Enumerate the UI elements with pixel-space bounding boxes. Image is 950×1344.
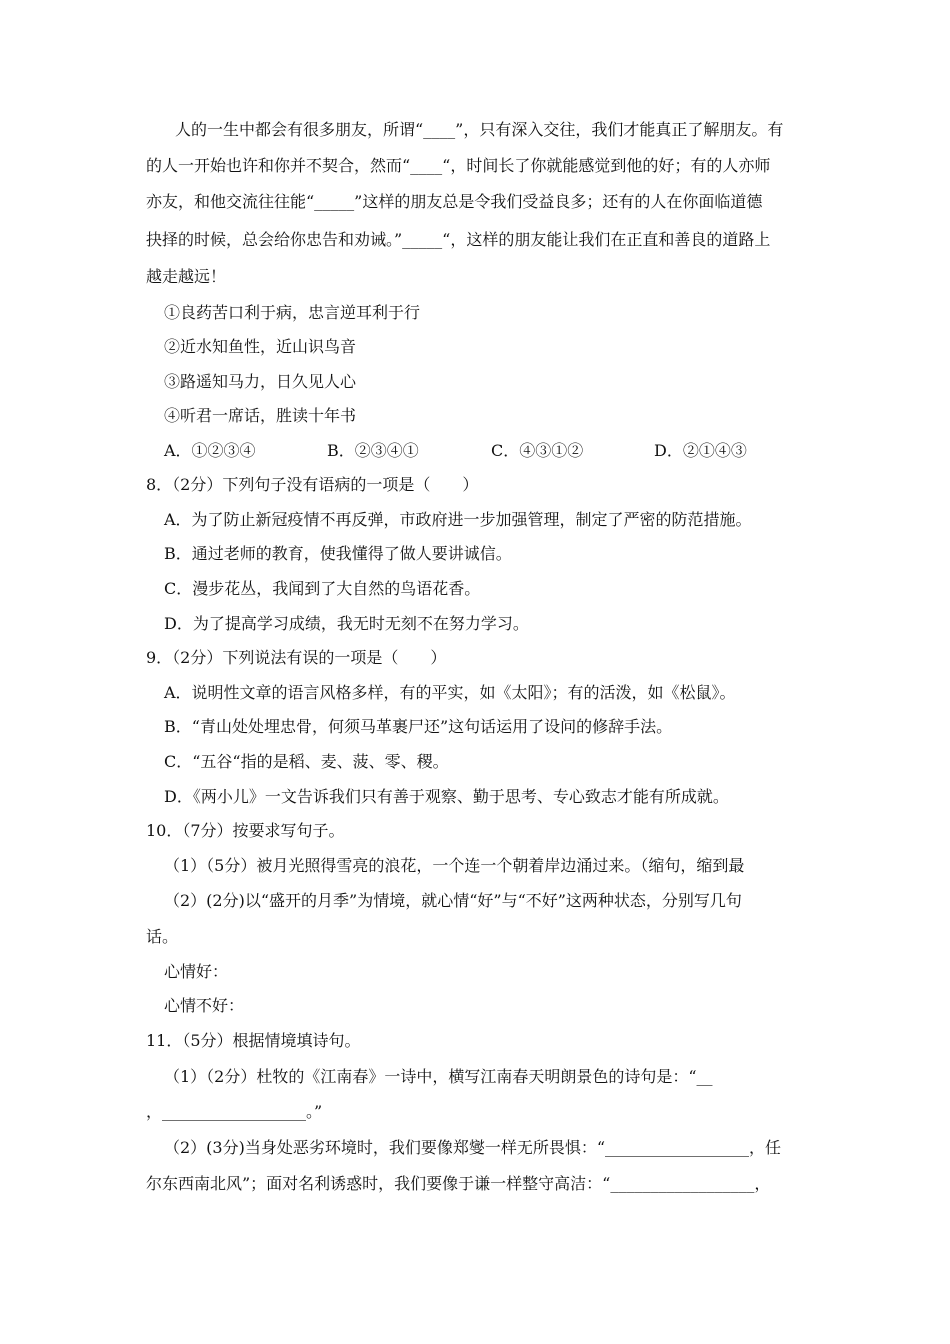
question-stem: 10．（7分）按要求写句子。 bbox=[146, 821, 345, 840]
passage-line: 亦友，和他交流往往能“_____”这样的朋友总是令我们受益良多；还有的人在你面临道德 bbox=[146, 192, 763, 211]
option-b[interactable]: B．“青山处处埋忠骨，何须马革裹尸还”这句话运用了设问的修辞手法。 bbox=[164, 717, 673, 736]
option-b[interactable]: B．②③④① bbox=[327, 441, 419, 460]
answer-label-good: 心情好： bbox=[164, 962, 229, 981]
option-c[interactable]: C．“五谷“指的是稻、麦、菠、零、稷。 bbox=[164, 752, 449, 771]
passage-line: 抉择的时候，总会给你忠告和劝诫。”_____“，这样的朋友能让我们在正直和善良的道路上 bbox=[146, 230, 771, 249]
passage-line: 越走越远！ bbox=[146, 267, 227, 286]
sub-question-2: （2）(3分)当身处恶劣环境时，我们要像郑燮一样无所畏惧：“__________________，任 bbox=[164, 1138, 782, 1157]
sub-question-2-cont: 话。 bbox=[146, 927, 179, 946]
passage-item: ③路遥知马力，日久见人心 bbox=[164, 372, 357, 391]
sub-question-2: （2）(2分)以“盛开的月季”为情境，就心情“好”与“不好”这两种状态，分别写几句 bbox=[164, 891, 742, 910]
passage-line: 的人一开始也许和你并不契合，然而“____“，时间长了你就能感觉到他的好；有的人亦师 bbox=[146, 156, 771, 175]
option-d[interactable]: D．《两小儿》一文告诉我们只有善于观察、勤于思考、专心致志才能有所成就。 bbox=[164, 787, 729, 806]
option-d[interactable]: D．②①④③ bbox=[654, 441, 747, 460]
question-stem: 9．（2分）下列说法有误的一项是（ ） bbox=[146, 648, 447, 667]
option-a[interactable]: A．①②③④ bbox=[164, 441, 256, 460]
sub-question-1-cont: ，__________________。” bbox=[146, 1102, 323, 1121]
passage-item: ②近水知鱼性，近山识鸟音 bbox=[164, 337, 357, 356]
option-b[interactable]: B．通过老师的教育，使我懂得了做人要讲诚信。 bbox=[164, 544, 512, 563]
passage-item: ④听君一席话，胜读十年书 bbox=[164, 406, 357, 425]
passage-item: ①良药苦口利于病，忠言逆耳利于行 bbox=[164, 303, 421, 322]
option-a[interactable]: A．为了防止新冠疫情不再反弹，市政府进一步加强管理，制定了严密的防范措施。 bbox=[164, 510, 752, 529]
question-stem: 8．（2分）下列句子没有语病的一项是（ ） bbox=[146, 475, 479, 494]
sub-question-1: （1）（5分）被月光照得雪亮的浪花，一个连一个朝着岸边涌过来。（缩句，缩到最 bbox=[164, 856, 745, 875]
sub-question-2-cont: 尔东西南北风”；面对名利诱惑时，我们要像于谦一样整守高洁：“__________________， bbox=[146, 1174, 771, 1193]
option-c[interactable]: C．④③①② bbox=[491, 441, 584, 460]
option-c[interactable]: C．漫步花丛，我闻到了大自然的鸟语花香。 bbox=[164, 579, 481, 598]
option-d[interactable]: D．为了提高学习成绩，我无时无刻不在努力学习。 bbox=[164, 614, 529, 633]
sub-question-1: （1）（2分）杜牧的《江南春》一诗中，横写江南春天明朗景色的诗句是：“__ bbox=[164, 1067, 713, 1086]
option-a[interactable]: A．说明性文章的语言风格多样，有的平实，如《太阳》；有的活泼，如《松鼠》。 bbox=[164, 683, 736, 702]
passage-line: 人的一生中都会有很多朋友，所谓“____”，只有深入交往，我们才能真正了解朋友。有 bbox=[175, 120, 784, 139]
question-stem: 11．（5分）根据情境填诗句。 bbox=[146, 1031, 361, 1050]
answer-label-bad: 心情不好： bbox=[164, 996, 245, 1015]
